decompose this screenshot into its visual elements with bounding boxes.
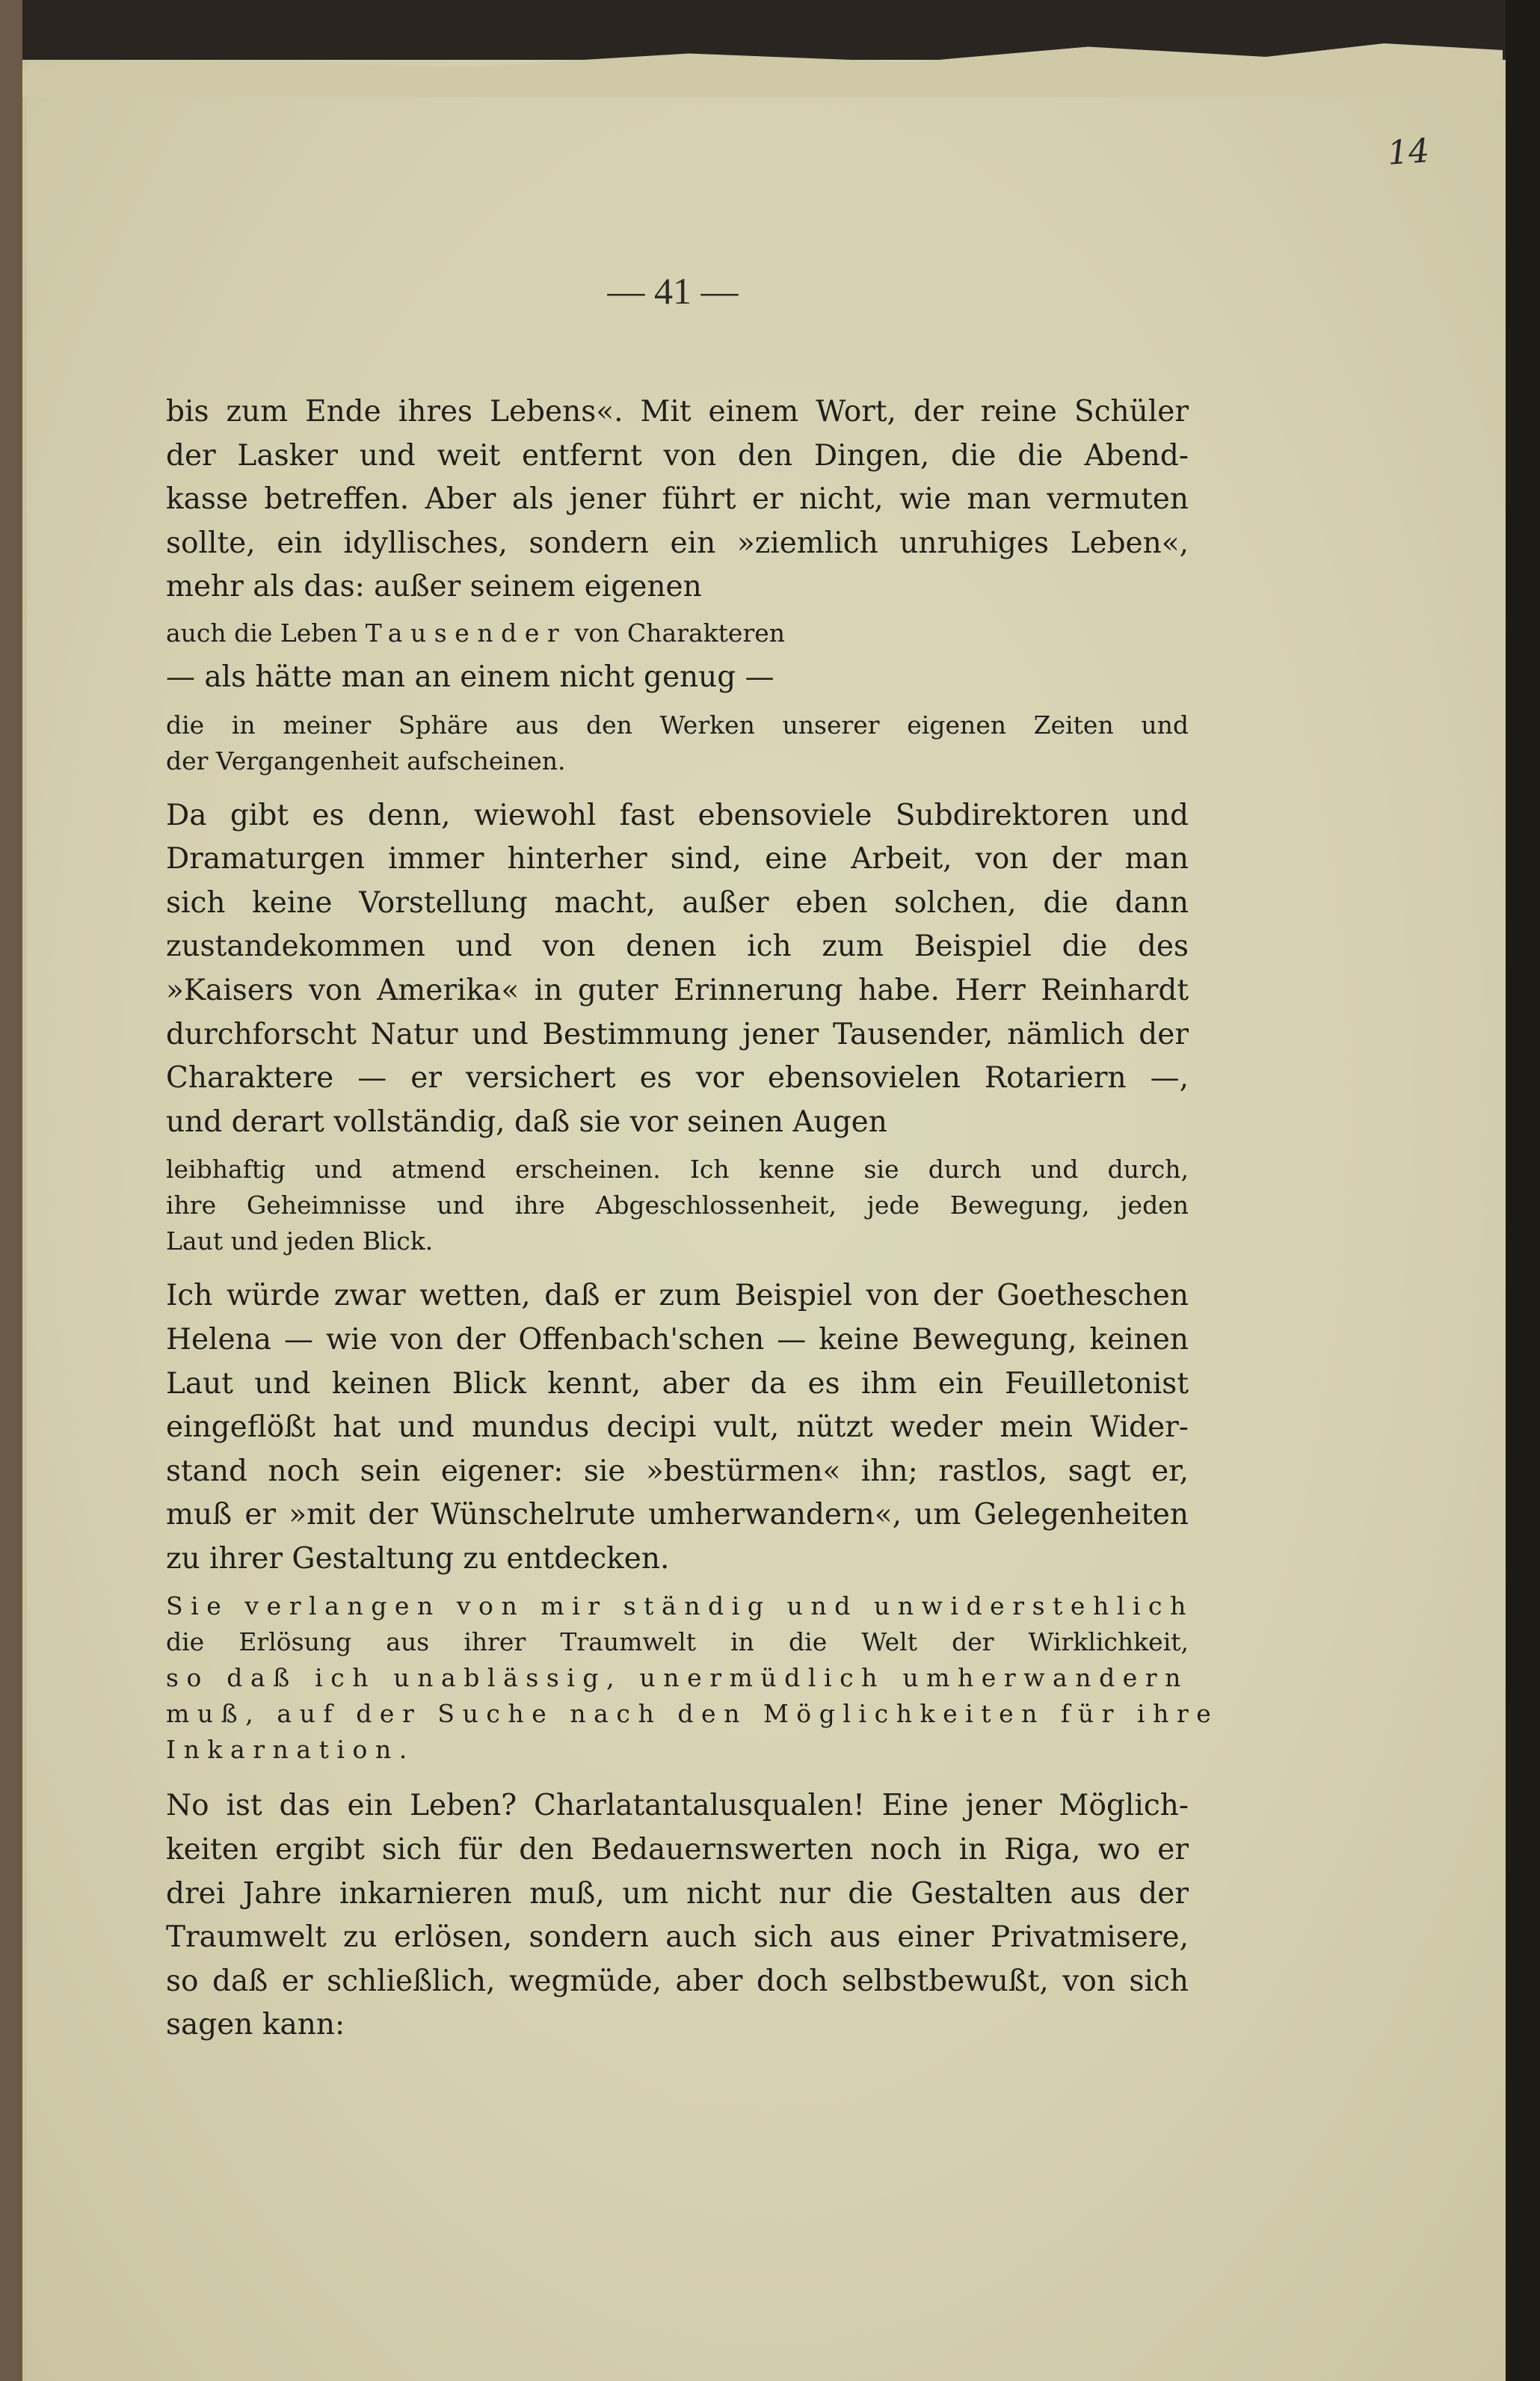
text-line: Dramaturgen immer hinterher sind, eine Arbeit, von der man [166, 842, 1189, 876]
text-line: Sie verlangen von mir ständig und unwiderstehlich [166, 1591, 1194, 1621]
text-line: Charaktere — er versichert es vor ebensovielen Rotariern —, [166, 1061, 1189, 1096]
paragraph-1 [166, 390, 1189, 609]
text-line: sich keine Vorstellung macht, außer eben solchen, die dann [166, 885, 1189, 920]
text-line: zustandekommen und von denen ich zum Beispiel die des [166, 930, 1189, 964]
text-line: so daß ich unablässig, unermüdlich umherwandern [166, 1663, 1189, 1693]
text-line: bis zum Ende ihres Lebens«. Mit einem Wort, der reine Schüler [166, 395, 1189, 428]
body-text [166, 390, 1219, 2047]
text-line: Inkarnation. [166, 1735, 415, 1765]
paragraph-2 [166, 794, 1189, 1145]
handwritten-folio-number: 14 [1386, 132, 1431, 173]
text-line: Laut und jeden Blick. [166, 1226, 434, 1256]
spaced-word: Tausender [365, 618, 567, 648]
text-line: eingeflößt hat und mundus decipi vult, nützt weder mein Wider- [166, 1410, 1189, 1445]
quote-4 [166, 1588, 1219, 1768]
text-line: die Erlösung aus ihrer Traumwelt in die Welt der Wirklichkeit, [166, 1627, 1189, 1657]
text-line: mehr als das: außer seinem eigenen [166, 570, 702, 604]
quote-text: von Charakteren [574, 618, 786, 648]
quote-3 [166, 1152, 1189, 1259]
interjection-line [166, 656, 1189, 700]
text-line: sollte, ein idyllisches, sondern ein »ziemlich unruhiges Leben«, [166, 526, 1189, 560]
text-line [166, 615, 1189, 651]
quote-2 [166, 707, 1189, 779]
torn-top-edge [22, 30, 1503, 97]
text-line: muß er »mit der Wünschelrute umherwandern«, um Gelegenheiten [166, 1498, 1189, 1532]
text-line: Da gibt es denn, wiewohl fast ebensoviele Subdirektoren und [166, 798, 1189, 832]
dark-background-edge [1506, 0, 1540, 2381]
text-line: muß, auf der Suche nach den Möglichkeiten für ihre [166, 1699, 1219, 1729]
text-line: drei Jahre inkarnieren muß, um nicht nur die Gestalten aus der [166, 1876, 1189, 1911]
text-line: Laut und keinen Blick kennt, aber da es ihm ein Feuilletonist [166, 1366, 1189, 1401]
text-line: so daß er schließlich, wegmüde, aber doch selbstbewußt, von sich [166, 1964, 1189, 1998]
text-line: und derart vollständig, daß sie vor seinen Augen [166, 1105, 887, 1139]
text-line: keiten ergibt sich für den Bedauernswerten noch in Riga, wo er [166, 1833, 1189, 1867]
quote-1 [166, 615, 1189, 651]
book-spine-edge [0, 0, 22, 2381]
text-line: zu ihrer Gestaltung zu entdecken. [166, 1541, 670, 1576]
text-line: leibhaftig und atmend erscheinen. Ich kenne sie durch und durch, [166, 1155, 1189, 1185]
text-line: — als hätte man an einem nicht genug — [166, 660, 774, 694]
text-line: kasse betreffen. Aber als jener führt er nicht, wie man vermuten [166, 482, 1189, 517]
text-line: der Lasker und weit entfernt von den Dingen, die die Abend- [166, 438, 1189, 473]
paragraph-4 [166, 1784, 1189, 2047]
text-line: Traumwelt zu erlösen, sondern auch sich aus einer Privatmisere, [166, 1920, 1189, 1955]
text-line: durchforscht Natur und Bestimmung jener Tausender, nämlich der [166, 1017, 1189, 1051]
text-line: die in meiner Sphäre aus den Werken unserer eigenen Zeiten und [166, 710, 1189, 740]
text-line: Helena — wie von der Offenbach'schen — keine Bewegung, keinen [166, 1322, 1189, 1357]
text-line: ihre Geheimnisse und ihre Abgeschlossenheit, jede Bewegung, jeden [166, 1190, 1189, 1220]
paragraph-3 [166, 1274, 1189, 1581]
text-line: No ist das ein Leben? Charlatantalusqualen! Eine jener Möglich- [166, 1789, 1189, 1823]
text-line: »Kaisers von Amerika« in guter Erinnerung habe. Herr Reinhardt [166, 973, 1189, 1007]
text-line: sagen kann: [166, 2008, 345, 2042]
quote-text: auch die Leben [166, 618, 358, 648]
page-number: — 41 — [607, 270, 739, 312]
text-line: stand noch sein eigener: sie »bestürmen« ihn; rastlos, sagt er, [166, 1454, 1189, 1488]
text-line: Ich würde zwar wetten, daß er zum Beispiel von der Goetheschen [166, 1279, 1189, 1313]
text-line: der Vergangenheit aufscheinen. [166, 746, 566, 775]
